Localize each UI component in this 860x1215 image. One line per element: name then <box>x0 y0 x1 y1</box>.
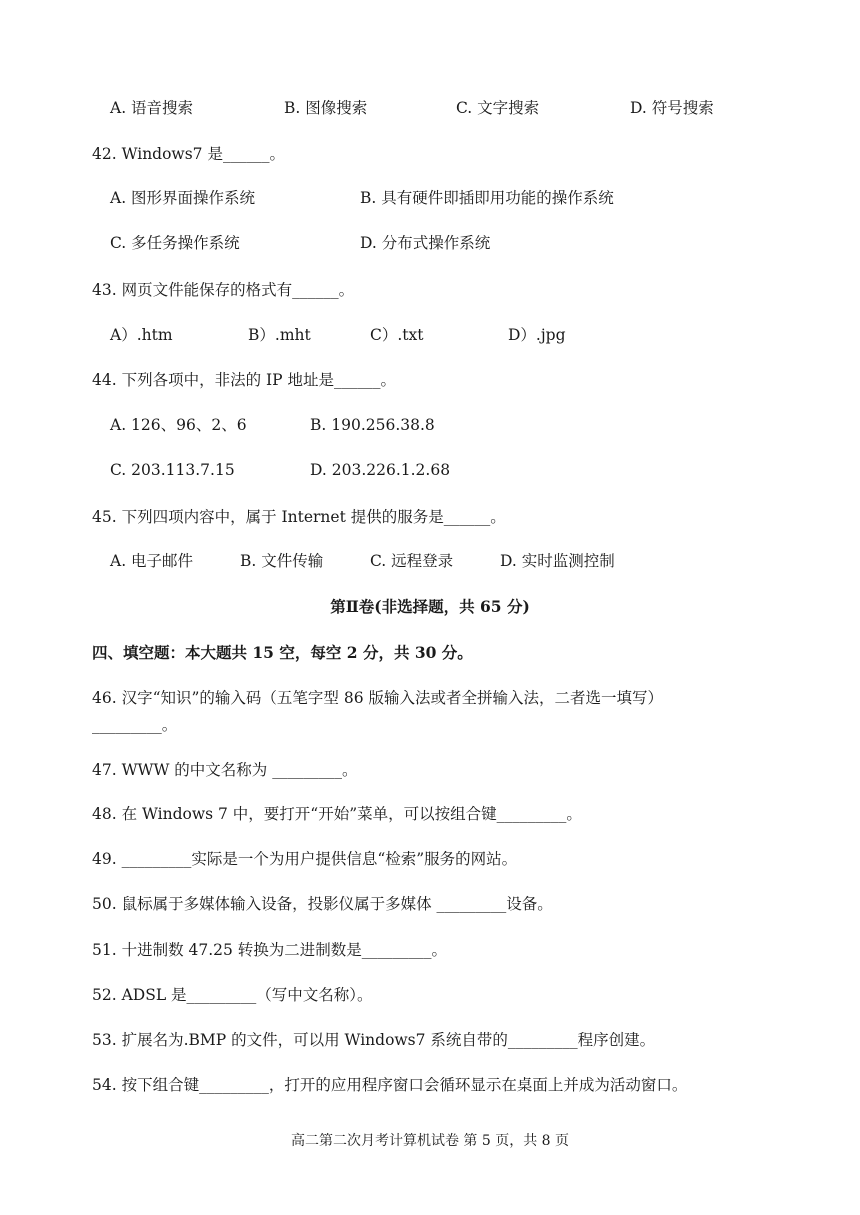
q43-option-d: D）.jpg <box>508 326 566 344</box>
q41-option-c: C. 文字搜索 <box>456 99 540 117</box>
q51: 51. 十进制数 47.25 转换为二进制数是_________。 <box>92 941 448 959</box>
q45-option-c: C. 远程登录 <box>370 552 454 570</box>
part-heading: 四、填空题：本大题共 15 空，每空 2 分，共 30 分。 <box>92 643 473 662</box>
q42-stem: 42. Windows7 是______。 <box>92 145 285 163</box>
q42-option-d: D. 分布式操作系统 <box>360 234 491 252</box>
q42-option-c: C. 多任务操作系统 <box>110 234 240 252</box>
q44-option-d: D. 203.226.1.2.68 <box>310 461 451 479</box>
q41-option-b: B. 图像搜索 <box>284 99 368 117</box>
q45-stem: 45. 下列四项内容中，属于 Internet 提供的服务是______。 <box>92 508 506 526</box>
q42-option-a: A. 图形界面操作系统 <box>110 189 256 207</box>
q44-option-c: C. 203.113.7.15 <box>110 461 235 479</box>
section-title: 第Ⅱ卷(非选择题，共 65 分) <box>330 597 530 616</box>
q54: 54. 按下组合键_________，打开的应用程序窗口会循环显示在桌面上并成为活动窗口。 <box>92 1076 688 1094</box>
q50: 50. 鼠标属于多媒体输入设备，投影仪属于多媒体 _________设备。 <box>92 895 553 913</box>
q46-line-1: 46. 汉字“知识”的输入码（五笔字型 86 版输入法或者全拼输入法，二者选一填写） <box>92 689 664 707</box>
q43-option-b: B）.mht <box>248 326 311 344</box>
q43-stem: 43. 网页文件能保存的格式有______。 <box>92 281 355 299</box>
page-footer: 高二第二次月考计算机试卷 第 5 页，共 8 页 <box>290 1133 570 1149</box>
q45-option-b: B. 文件传输 <box>240 552 324 570</box>
q52: 52. ADSL 是_________（写中文名称）。 <box>92 986 373 1004</box>
q53: 53. 扩展名为.BMP 的文件，可以用 Windows7 系统自带的_________程序创建。 <box>92 1031 656 1049</box>
q45-option-a: A. 电子邮件 <box>110 552 194 570</box>
q43-option-c: C）.txt <box>370 326 424 344</box>
q44-stem: 44. 下列各项中，非法的 IP 地址是______。 <box>92 371 396 389</box>
q41-option-a: A. 语音搜索 <box>110 99 194 117</box>
q43-option-a: A）.htm <box>110 326 173 344</box>
q49: 49. _________实际是一个为用户提供信息“检索”服务的网站。 <box>92 850 518 868</box>
q46-line-2: _________。 <box>92 716 178 734</box>
q45-option-d: D. 实时监测控制 <box>500 552 615 570</box>
q44-option-b: B. 190.256.38.8 <box>310 416 435 434</box>
q48: 48. 在 Windows 7 中，要打开“开始”菜单，可以按组合键_________。 <box>92 805 582 823</box>
q41-option-d: D. 符号搜索 <box>630 99 714 117</box>
q44-option-a: A. 126、96、2、6 <box>110 416 247 434</box>
q47: 47. WWW 的中文名称为 _________。 <box>92 761 358 779</box>
q42-option-b: B. 具有硬件即插即用功能的操作系统 <box>360 189 614 207</box>
